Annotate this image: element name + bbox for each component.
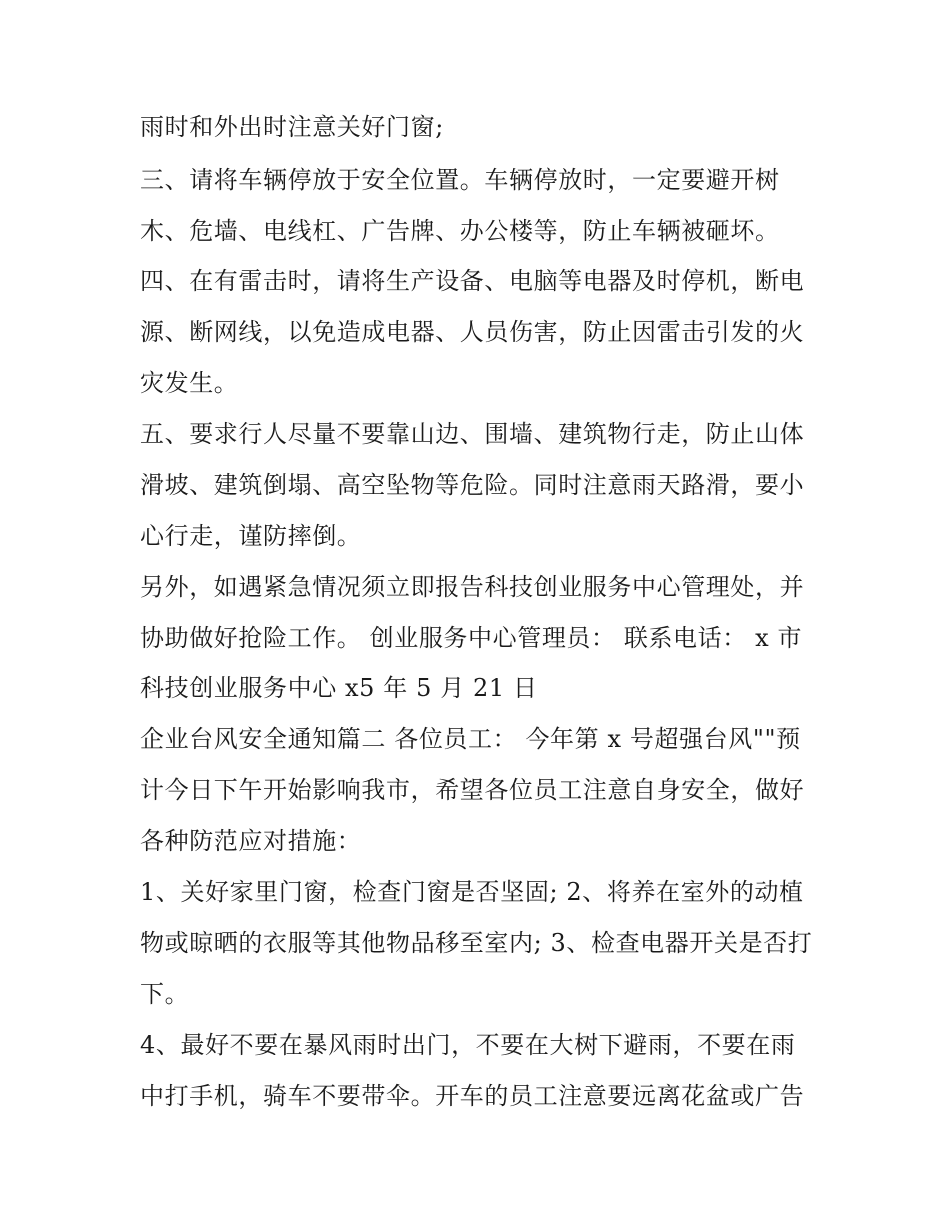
text-line: 滑坡、建筑倒塌、高空坠物等危险。同时注意雨天路滑，要小 [140,471,805,499]
text-line: 物或晾晒的衣服等其他物品移至室内; 3、检查电器开关是否打 [140,929,813,957]
text-line: 4、最好不要在暴风雨时出门，不要在大树下避雨，不要在雨 [140,1031,796,1059]
text-line: 计今日下午开始影响我市，希望各位员工注意自身安全，做好 [140,776,805,804]
text-line: 下。 [140,980,190,1008]
text-line: 科技创业服务中心 x5 年 5 月 21 日 [140,674,538,702]
text-line: 各种防范应对措施： [140,827,362,855]
text-line: 1、关好家里门窗，检查门窗是否坚固; 2、将养在室外的动植 [140,878,804,906]
text-line: 五、要求行人尽量不要靠山边、围墙、建筑物行走，防止山体 [140,420,805,448]
text-line: 雨时和外出时注意关好门窗; [140,113,444,141]
text-line: 木、危墙、电线杠、广告牌、办公楼等，防止车辆被砸坏。 [140,217,780,245]
text-line: 源、断网线，以免造成电器、人员伤害，防止因雷击引发的火 [140,318,805,346]
text-line: 三、请将车辆停放于安全位置。车辆停放时，一定要避开树 [140,166,780,194]
text-line: 中打手机，骑车不要带伞。开车的员工注意要远离花盆或广告 [140,1082,805,1110]
text-line: 另外，如遇紧急情况须立即报告科技创业服务中心管理处，并 [140,573,805,601]
text-line: 协助做好抢险工作。 创业服务中心管理员： 联系电话： x 市 [140,624,803,652]
text-line: 企业台风安全通知篇二 各位员工： 今年第 x 号超强台风""预 [140,725,801,753]
text-line: 四、在有雷击时，请将生产设备、电脑等电器及时停机，断电 [140,267,805,295]
text-line: 灾发生。 [140,369,239,397]
text-line: 心行走，谨防摔倒。 [140,522,362,550]
